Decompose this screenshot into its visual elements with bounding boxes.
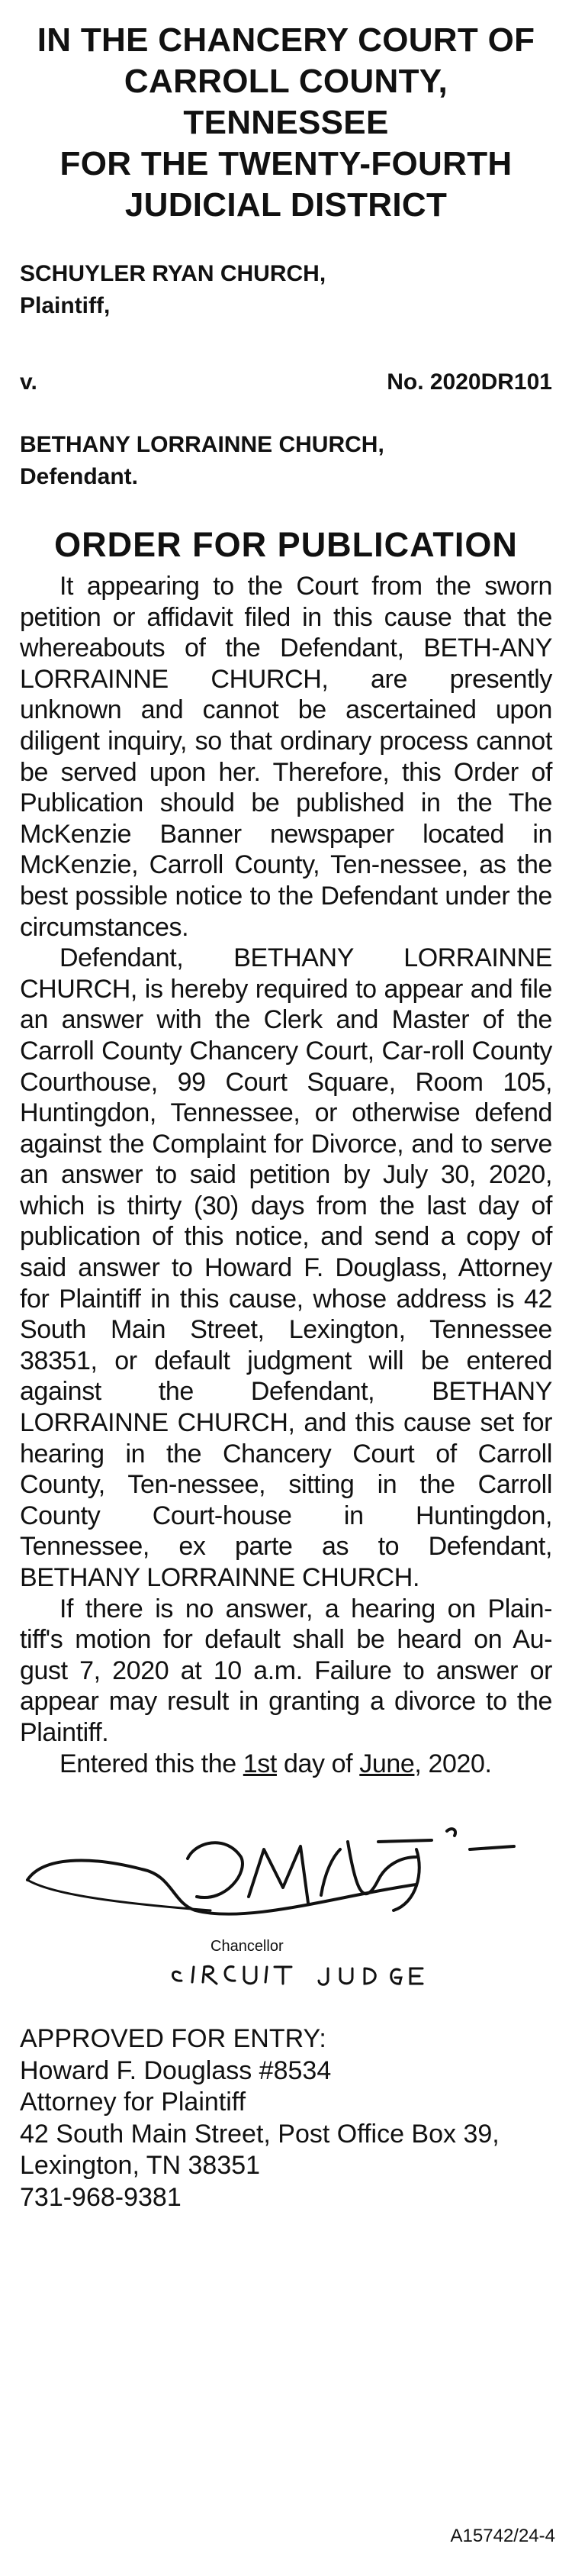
entered-prefix: Entered this the bbox=[59, 1749, 243, 1778]
chancellor-label: Chancellor bbox=[210, 1938, 284, 1955]
case-row bbox=[20, 366, 552, 398]
body-paragraph: Defendant, BETHANY LORRAINNE CHURCH, is hereby required to appear and file an answer with the Clerk and Master of the Carroll County Chancery Court, Car-roll County Courthouse, 99 Court Square, Room 105, Huntingdon, Tennessee, or otherwise defend against the Complaint for Divorce, and to serve an answer to said petition by July 30, 2020, which is thirty (30) days from the last day of publication of this notice, and send a copy of said answer to Howard F. Douglass, Attorney for Plaintiff in this cause, whose address is 42 South Main Street, Lexington, Tennessee 38351, or default judgment will be entered against the Defendant, BETHANY LORRAINNE CHURCH, and this cause set for hearing in the Chancery Court of Carroll County, Ten-nessee, sitting in the Carroll County Court-house in Huntingdon, Tennessee, ex parte as to Defendant, BETHANY LORRAINNE CHURCH. bbox=[20, 943, 552, 1592]
ad-id: A15742/24-4 bbox=[450, 2526, 555, 2546]
versus-label: v. bbox=[20, 369, 37, 395]
address-line: Lexington, TN 38351 bbox=[20, 2151, 261, 2181]
address-line: 42 South Main Street, Post Office Box 39, bbox=[20, 2119, 500, 2149]
court-heading-line: CARROLL COUNTY, TENNESSEE bbox=[124, 63, 448, 141]
attorney-role: Attorney for Plaintiff bbox=[20, 2088, 246, 2117]
plaintiff-role: Plaintiff, bbox=[20, 293, 111, 318]
signature-block bbox=[20, 1796, 552, 2017]
defendant-name: BETHANY LORRAINNE CHURCH, bbox=[20, 432, 384, 457]
entered-middle: day of bbox=[276, 1749, 360, 1778]
approved-heading: APPROVED FOR ENTRY: bbox=[20, 2024, 326, 2054]
approved-block bbox=[20, 2023, 552, 2213]
defendant-role: Defendant. bbox=[20, 464, 139, 489]
body-paragraph: If there is no answer, a hearing on Plain-tiff's motion for default shall be heard on Au-gust 7, 2020 at 10 a.m. Failure to answer or appear may result in granting a divorce to the Plaintiff. bbox=[20, 1594, 552, 1747]
court-heading bbox=[20, 20, 552, 226]
court-heading-line: JUDICIAL DISTRICT bbox=[124, 186, 448, 224]
case-number: No. 2020DR101 bbox=[387, 369, 552, 395]
order-title: ORDER FOR PUBLICATION bbox=[54, 525, 518, 564]
attorney-name: Howard F. Douglass #8534 bbox=[20, 2055, 332, 2085]
entered-line bbox=[20, 1749, 552, 1780]
entered-month: June bbox=[359, 1749, 415, 1778]
body-paragraph: It appearing to the Court from the sworn petition or affidavit filed in this cause that the whereabouts of the Defendant, BETH-ANY LORRAINNE CHURCH, are presently unknown and cannot be ascertained upon diligent inquiry, so that ordinary process cannot be served upon her. Therefore, this Order of Publication should be published in the The McKenzie Banner newspaper located in McKenzie, Carroll County, Ten-nessee, as the best possible notice to the Defendant under the circumstances. bbox=[20, 572, 552, 942]
defendant-block bbox=[20, 429, 552, 493]
plaintiff-block bbox=[20, 258, 552, 322]
signature-icon bbox=[20, 1796, 552, 2017]
court-heading-line: FOR THE TWENTY-FOURTH bbox=[59, 145, 513, 182]
court-heading-line: IN THE CHANCERY COURT OF bbox=[37, 21, 535, 59]
phone-number: 731-968-9381 bbox=[20, 2182, 182, 2212]
entered-suffix: , 2020. bbox=[414, 1749, 492, 1778]
plaintiff-name: SCHUYLER RYAN CHURCH, bbox=[20, 261, 326, 286]
entered-day: 1st bbox=[243, 1749, 277, 1778]
